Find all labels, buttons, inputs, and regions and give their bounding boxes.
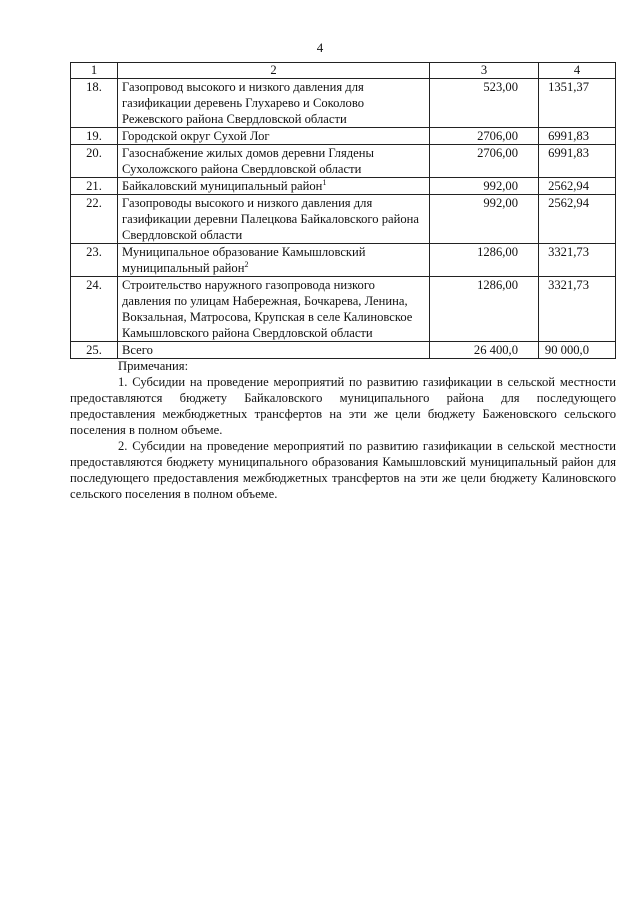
note-item: 1. Субсидии на проведение мероприятий по развитию газификации в сельской местности предоставляются бюджету Байкаловского муниципального района для последующего предоставления межбюджетных трансфертов на эти же цели бюджету Баженовского сельского поселения в полном объеме. (70, 375, 616, 437)
row-name-cell-text: Байкаловский муниципальный район (122, 179, 323, 193)
row-col4-cell (539, 145, 616, 178)
row-col3-cell-text: 992,00 (483, 179, 518, 193)
row-col3-cell (430, 342, 539, 359)
row-number-cell (71, 178, 118, 195)
row-number-cell (71, 342, 118, 359)
row-col3-cell-text: 1286,00 (477, 245, 518, 259)
row-col4-cell (539, 178, 616, 195)
row-col3-cell (430, 145, 539, 178)
row-number-cell-text: 23. (86, 245, 102, 259)
row-col3-cell (430, 195, 539, 244)
page-number: 4 (316, 40, 324, 55)
row-col3-cell-text: 2706,00 (477, 129, 518, 143)
row-col4-cell (539, 128, 616, 145)
table-row (71, 79, 616, 128)
row-col4-cell (539, 244, 616, 277)
table-row (71, 342, 616, 359)
header-cell: 1 (71, 63, 118, 79)
notes-section (70, 358, 616, 502)
row-name-cell (118, 79, 430, 128)
row-number-cell-text: 19. (86, 129, 102, 143)
row-number-cell (71, 277, 118, 342)
row-number-cell-text: 24. (86, 278, 102, 292)
notes-title: Примечания: (118, 359, 189, 373)
table-row (71, 195, 616, 244)
row-col3-cell-text: 1286,00 (477, 278, 518, 292)
row-col4-cell-text: 2562,94 (548, 179, 589, 193)
row-number-cell (71, 145, 118, 178)
row-col4-cell (539, 79, 616, 128)
row-name-cell (118, 145, 430, 178)
footnote-marker: 2 (244, 259, 249, 269)
header-cell: 3 (430, 63, 539, 79)
row-col3-cell (430, 79, 539, 128)
row-col3-cell (430, 128, 539, 145)
footnote-marker: 1 (322, 177, 327, 187)
row-name-cell (118, 178, 430, 195)
table-row (71, 178, 616, 195)
row-col4-cell-text: 90 000,0 (544, 343, 589, 357)
row-name-cell (118, 277, 430, 342)
row-name-cell (118, 195, 430, 244)
row-col4-cell-text: 3321,73 (548, 278, 589, 292)
row-name-cell (118, 342, 430, 359)
table-row (71, 277, 616, 342)
row-col4-cell (539, 195, 616, 244)
row-number-cell-text: 25. (86, 343, 102, 357)
table-row (71, 128, 616, 145)
row-col4-cell-text: 6991,83 (548, 146, 589, 160)
row-name-cell-text: Муниципальное образование Камышловский муниципальный район (122, 245, 366, 275)
row-col3-cell (430, 178, 539, 195)
row-col3-cell (430, 277, 539, 342)
row-col3-cell-text: 523,00 (483, 80, 518, 94)
budget-table (70, 62, 616, 359)
row-name-cell-text: Газопровод высокого и низкого давления для газификации деревень Глухарево и Соколово Режевского района Свердловской области (122, 80, 364, 126)
row-number-cell-text: 18. (86, 80, 102, 94)
row-col4-cell-text: 2562,94 (548, 196, 589, 210)
row-number-cell (71, 244, 118, 277)
row-name-cell-text: Газоснабжение жилых домов деревни Глядены Сухоложского района Свердловской области (122, 146, 374, 176)
row-col3-cell-text: 992,00 (483, 196, 518, 210)
row-col4-cell (539, 342, 616, 359)
row-col3-cell-text: 2706,00 (477, 146, 518, 160)
row-number-cell (71, 195, 118, 244)
row-number-cell-text: 22. (86, 196, 102, 210)
row-col4-cell-text: 3321,73 (548, 245, 589, 259)
row-name-cell-text: Строительство наружного газопровода низкого давления по улицам Набережная, Бочкарева, Ленина, Вокзальная, Матросова, Крупская в селе Калиновское Камышловского района Свердловской области (122, 278, 413, 340)
table-header-row (71, 63, 616, 79)
row-col4-cell-text: 1351,37 (548, 80, 589, 94)
row-number-cell-text: 20. (86, 146, 102, 160)
row-col4-cell-text: 6991,83 (548, 129, 589, 143)
row-name-cell-text: Всего (122, 343, 153, 357)
table-row (71, 244, 616, 277)
table-row (71, 145, 616, 178)
row-col3-cell (430, 244, 539, 277)
header-cell: 4 (539, 63, 616, 79)
note-item: 2. Субсидии на проведение мероприятий по развитию газификации в сельской местности предоставляются бюджету муниципального образования Камышловский муниципальный район для последующего предоставления межбюджетных трансфертов на эти же цели бюджету Калиновского сельского поселения в полном объеме. (70, 439, 616, 501)
row-col3-cell-text: 26 400,0 (473, 343, 518, 357)
row-number-cell-text: 21. (86, 179, 102, 193)
row-number-cell (71, 128, 118, 145)
row-col4-cell (539, 277, 616, 342)
row-name-cell-text: Городской округ Сухой Лог (122, 129, 270, 143)
row-name-cell (118, 128, 430, 145)
header-cell: 2 (118, 63, 430, 79)
row-name-cell (118, 244, 430, 277)
row-number-cell (71, 79, 118, 128)
row-name-cell-text: Газопроводы высокого и низкого давления для газификации деревни Палецкова Байкаловского района Свердловской области (122, 196, 419, 242)
